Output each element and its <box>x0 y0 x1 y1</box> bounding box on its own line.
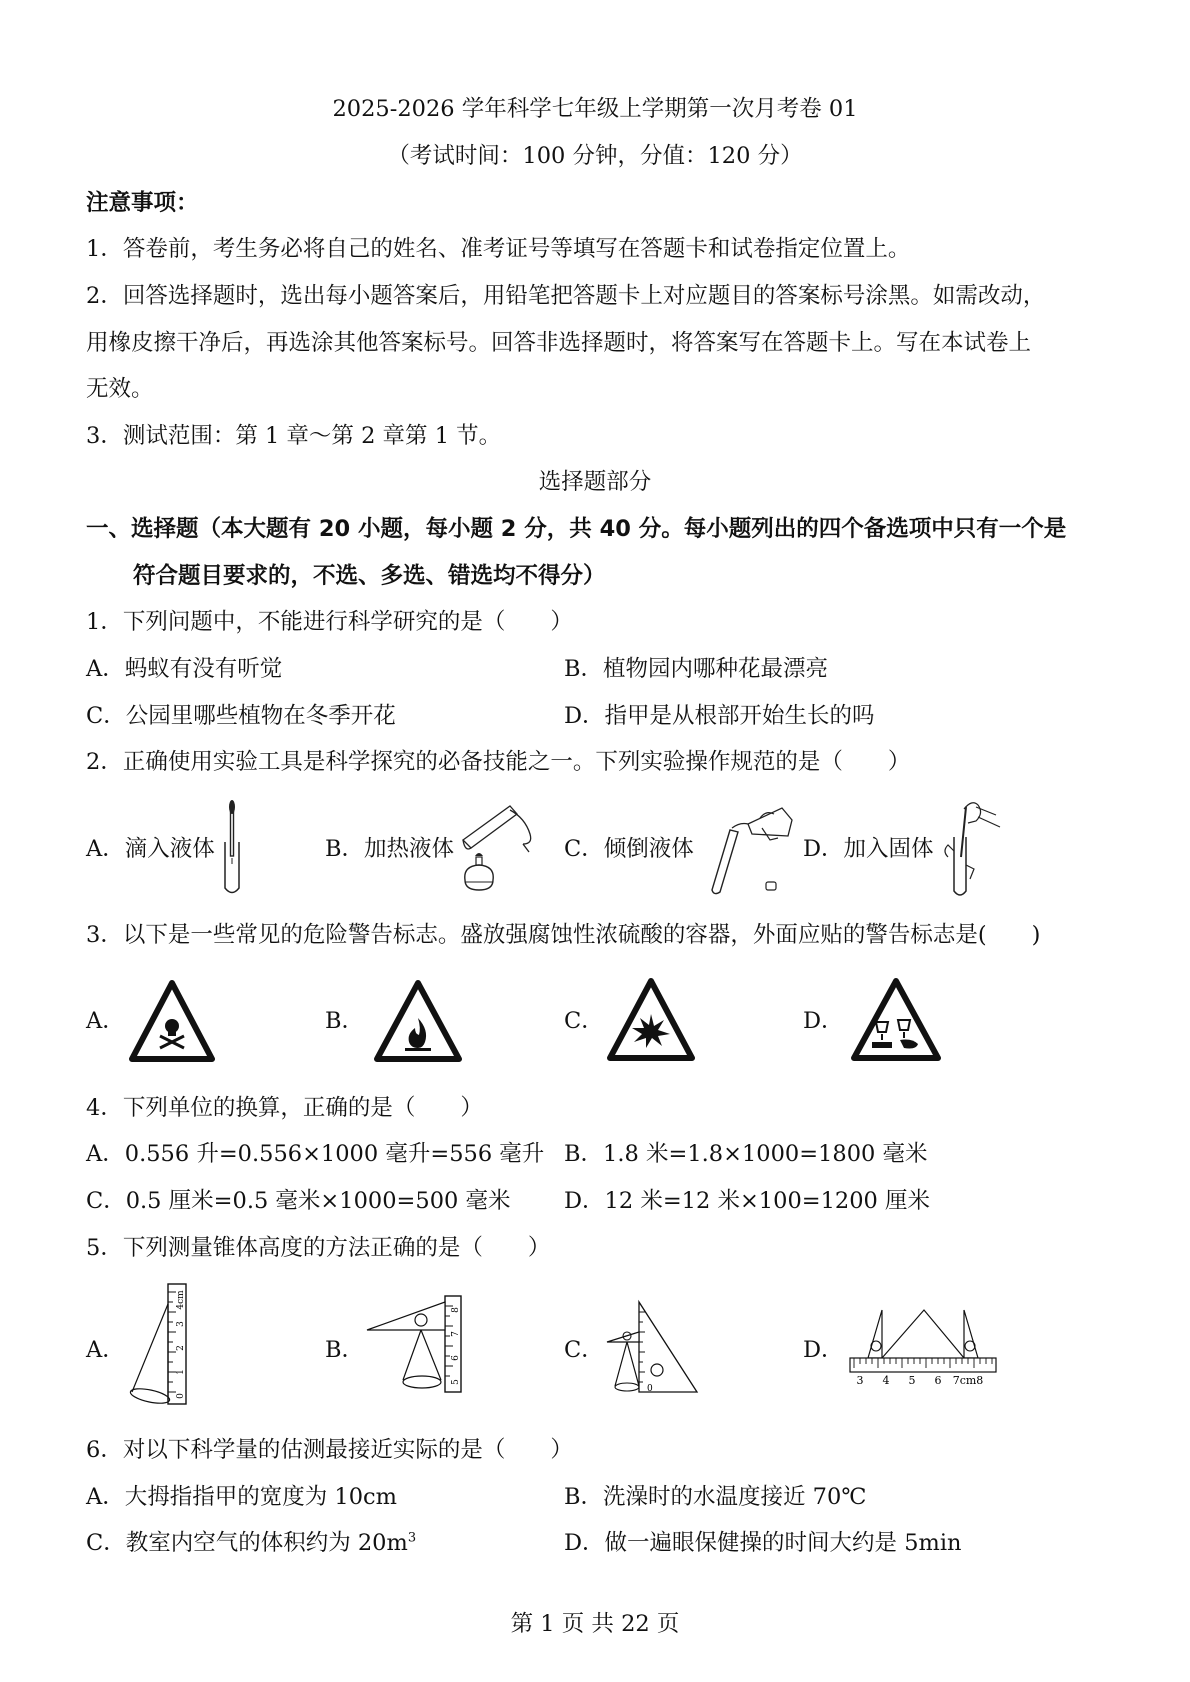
q4-stem: 4．下列单位的换算，正确的是（ ） <box>86 1095 483 1121</box>
ruler-c-label-0: 0 <box>647 1384 653 1394</box>
ruler-b-label-0: 5 <box>451 1379 461 1385</box>
section-heading-line-2: 符合题目要求的，不选、多选、错选均不得分） <box>133 563 606 589</box>
ruler-b-label-2: 7 <box>451 1331 461 1337</box>
q1-option-d: D．指甲是从根部开始生长的吗 <box>564 703 875 729</box>
note-1: 1．答卷前，考生务必将自己的姓名、准考证号等填写在答题卡和试卷指定位置上。 <box>86 236 911 262</box>
q4-option-b: B．1.8 米=1.8×1000=1800 毫米 <box>564 1141 928 1167</box>
q1-stem: 1．下列问题中，不能进行科学研究的是（ ） <box>86 609 573 635</box>
flammable-warning-icon <box>375 980 461 1062</box>
q5-option-b: B． <box>325 1337 365 1363</box>
q3-option-d: D． <box>803 1008 844 1034</box>
adding-solid-figure <box>940 795 1010 900</box>
q6-option-b: B．洗澡时的水温度接近 70℃ <box>564 1484 867 1510</box>
q2-option-b: B．加热液体 <box>325 836 455 862</box>
note-2-line-3: 无效。 <box>86 376 154 402</box>
page-footer: 第 1 页 共 22 页 <box>510 1611 680 1637</box>
ruler-a-label-1: 1 <box>176 1369 186 1375</box>
ruler-d-label-3: 6 <box>934 1374 942 1387</box>
section-heading-line-1: 一、选择题（本大题有 20 小题，每小题 2 分，共 40 分。每小题列出的四个备选项中只有一个是 <box>86 516 1067 542</box>
q6-stem: 6．对以下科学量的估测最接近实际的是（ ） <box>86 1437 573 1463</box>
note-2-line-1: 2．回答选择题时，选出每小题答案后，用铅笔把答题卡上对应题目的答案标号涂黑。如需改动， <box>86 283 1046 309</box>
dropper-test-tube-figure <box>214 798 254 898</box>
q5-option-c: C． <box>564 1337 604 1363</box>
q3-option-c: C． <box>564 1008 604 1034</box>
q1-option-b: B．植物园内哪种花最漂亮 <box>564 656 829 682</box>
ruler-a-label-0: 0 <box>176 1393 186 1399</box>
q3-option-b: B． <box>325 1008 365 1034</box>
cone-ruler-figure-a <box>128 1282 198 1408</box>
q4-option-d: D．12 米=12 米×100=1200 厘米 <box>564 1188 931 1214</box>
q5-option-d: D． <box>803 1337 844 1363</box>
explosive-warning-icon <box>608 978 694 1062</box>
q1-option-a: A．蚂蚁有没有听觉 <box>86 656 283 682</box>
exam-title: 2025-2026 学年科学七年级上学期第一次月考卷 01 <box>332 96 858 122</box>
q6-option-a: A．大拇指指甲的宽度为 10cm <box>86 1484 397 1510</box>
ruler-a-label-3: 3 <box>176 1321 186 1327</box>
exam-subtitle: （考试时间：100 分钟，分值：120 分） <box>387 143 803 169</box>
q3-option-a: A． <box>86 1008 125 1034</box>
q6-option-d: D．做一遍眼保健操的时间大约是 5min <box>564 1530 962 1556</box>
q2-option-a: A．滴入液体 <box>86 836 215 862</box>
q2-option-d: D．加入固体 <box>803 836 934 862</box>
q6-option-c-text: C．教室内空气的体积约为 20m <box>86 1530 408 1556</box>
q4-option-a: A．0.556 升=0.556×1000 毫升=556 毫升 <box>86 1141 545 1167</box>
notes-heading: 注意事项： <box>86 190 199 216</box>
q4-option-c: C．0.5 厘米=0.5 毫米×1000=500 毫米 <box>86 1188 511 1214</box>
ruler-d-label-0: 3 <box>856 1374 864 1387</box>
q1-option-c: C．公园里哪些植物在冬季开花 <box>86 703 396 729</box>
q6-option-c <box>86 1528 416 1558</box>
q2-stem: 2．正确使用实验工具是科学探究的必备技能之一。下列实验操作规范的是（ ） <box>86 749 911 775</box>
ruler-d-label-4: 7cm8 <box>952 1374 984 1387</box>
ruler-a-label-4: 4cm <box>176 1290 186 1310</box>
ruler-b-label-3: 8 <box>451 1307 461 1313</box>
heating-liquid-figure <box>455 800 540 900</box>
q2-option-c: C．倾倒液体 <box>564 836 694 862</box>
q3-stem: 3．以下是一些常见的危险警告标志。盛放强腐蚀性浓硫酸的容器，外面应贴的警告标志是( ) <box>86 922 1041 948</box>
q6-option-c-superscript: 3 <box>407 1530 417 1546</box>
note-3: 3．测试范围：第 1 章～第 2 章第 1 节。 <box>86 423 502 449</box>
ruler-a-label-2: 2 <box>176 1345 186 1351</box>
q5-option-a: A． <box>86 1337 125 1363</box>
q5-stem: 5．下列测量锥体高度的方法正确的是（ ） <box>86 1235 551 1261</box>
ruler-d-label-1: 4 <box>882 1374 890 1387</box>
cone-ruler-figure-b <box>365 1292 475 1400</box>
note-2-line-2: 用橡皮擦干净后，再选涂其他答案标号。回答非选择题时，将答案写在答题卡上。写在本试卷上 <box>86 330 1032 356</box>
cone-ruler-figure-c <box>605 1298 700 1398</box>
ruler-b-label-1: 6 <box>451 1355 461 1361</box>
section-label: 选择题部分 <box>538 469 652 495</box>
cone-ruler-figure-d <box>848 1302 1000 1388</box>
toxic-warning-icon <box>130 980 214 1062</box>
ruler-d-label-2: 5 <box>908 1374 916 1387</box>
corrosive-warning-icon <box>852 978 940 1062</box>
pouring-liquid-figure <box>700 800 795 900</box>
